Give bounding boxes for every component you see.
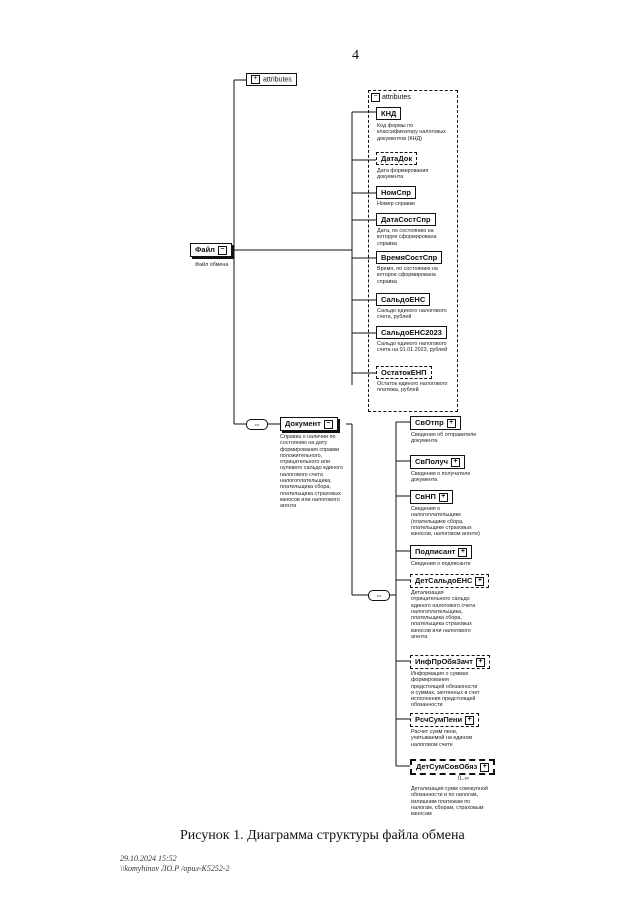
expand-icon: +	[439, 493, 448, 502]
child-svotpr[interactable]	[410, 416, 461, 430]
child-rschsumpeni-desc: Расчет сумм пени, учитываемой на едином налоговом счете	[411, 729, 473, 748]
child-infprobyazacht-label: ИнфПрОбяЗачт	[415, 657, 473, 666]
attributes-label: attributes	[263, 76, 292, 84]
attr-saldoens2023[interactable]: СальдоЕНС2023	[376, 326, 447, 339]
expand-icon: +	[465, 716, 474, 725]
sequence-compositor-icon: •••	[246, 419, 268, 430]
attr-knd[interactable]: КНД	[376, 107, 401, 120]
child-detsaldoens-label: ДетСальдоЕНС	[415, 576, 473, 585]
child-podpisant[interactable]	[410, 545, 472, 559]
child-svnp-desc: Сведения о налогоплательщике (плательщике сбора, плательщике страховых взносов, налоговом агенте)	[411, 506, 480, 538]
child-detsumsovobyaz-desc: Детализация сумм совокупной обязанности и по налогам, излишним платежам по налогам, сборам, страховым взносам	[411, 786, 488, 818]
attr-knd-desc: Код формы по классификатору налоговых документов (КНД)	[377, 123, 446, 142]
attr-datadok-desc: Дата формирования документа	[377, 168, 429, 181]
attr-saldoens[interactable]: СальдоЕНС	[376, 293, 430, 306]
document-element-desc: Справка о наличии по состоянию на дату формирования справки положительного, отрицательного или нулевого сальдо единого налогового счета налогоплательщика, плательщика сбора, плательщика страховых взносов или налогового агента	[280, 434, 343, 510]
attr-saldoens-desc: Сальдо единого налогового счета, рублей	[377, 308, 447, 321]
attributes-frame-label: attributes	[382, 94, 411, 101]
attr-ostatokenp-desc: Остаток единого налогового платежа, рублей	[377, 381, 448, 394]
expand-icon: +	[451, 458, 460, 467]
root-element-desc: Файл обмена	[195, 262, 229, 268]
root-element-fail[interactable]	[190, 243, 232, 257]
attr-saldoens2023-desc: Сальдо единого налогового счета на 01.01.2023, рублей	[377, 341, 448, 354]
child-podpisant-desc: Сведения о подписанте	[411, 561, 471, 567]
child-podpisant-label: Подписант	[415, 547, 456, 556]
attributes-frame-header[interactable]	[371, 93, 411, 102]
child-svotpr-desc: Сведения об отправителе документа	[411, 432, 477, 445]
expand-icon: −	[324, 420, 333, 429]
occurrence-label: 0..∞	[458, 776, 469, 782]
expand-icon: +	[480, 763, 489, 772]
footer-path: \\komyhinov ЛО.Р /орил-К5252-2	[120, 864, 230, 873]
root-element-label: Файл	[195, 245, 215, 254]
attr-vremyasostspr-desc: Время, по состоянию на которое сформирована справка	[377, 266, 438, 285]
footer-stamp	[120, 854, 230, 874]
root-attributes-header[interactable]	[246, 73, 297, 86]
child-detsumsovobyaz-label: ДетСумСовОбяз	[416, 762, 478, 771]
child-svpoluch-desc: Сведения о получателе документа	[411, 471, 471, 484]
child-rschsumpeni-label: РсчСумПени	[415, 715, 463, 724]
child-svpoluch[interactable]	[410, 455, 465, 469]
attr-ostatokenp[interactable]: ОстатокЕНП	[376, 366, 432, 379]
document-element[interactable]	[280, 417, 338, 431]
page-number: 4	[352, 48, 359, 63]
child-svpoluch-label: СвПолуч	[415, 457, 449, 466]
attr-datasostspr-desc: Дата, по состоянию на которую сформирована справка	[377, 228, 437, 247]
attr-vremyasostspr[interactable]: ВремяСостСпр	[376, 251, 442, 264]
child-detsaldoens-desc: Детализация отрицательного сальдо единого налогового счета налогоплательщика, плательщика сбора, плательщика страховых взносов или налогового агента	[411, 590, 476, 641]
attr-datasostspr[interactable]: ДатаСостСпр	[376, 213, 436, 226]
child-detsumsovobyaz[interactable]	[410, 759, 495, 775]
sequence-compositor-icon: •••	[368, 590, 390, 601]
collapse-icon: −	[371, 93, 380, 102]
child-svnp[interactable]	[410, 490, 453, 504]
child-svnp-label: СвНП	[415, 492, 436, 501]
attr-datadok[interactable]: ДатаДок	[376, 152, 417, 165]
footer-timestamp: 29.10.2024 15:52	[120, 854, 177, 863]
expand-icon: +	[458, 548, 467, 557]
expand-icon: +	[475, 577, 484, 586]
child-svotpr-label: СвОтпр	[415, 418, 444, 427]
figure-caption: Рисунок 1. Диаграмма структуры файла обмена	[180, 828, 465, 843]
child-infprobyazacht[interactable]	[410, 655, 490, 669]
child-infprobyazacht-desc: Информация о суммах формирования предстоящей обязанности и суммах, зачтенных в счет исполнения предстоящей обязанности	[411, 671, 480, 709]
attr-nomspr[interactable]: НомСпр	[376, 186, 416, 199]
expand-icon: −	[218, 246, 227, 255]
attr-nomspr-desc: Номер справки	[377, 201, 415, 207]
expand-icon: +	[476, 658, 485, 667]
child-detsaldoens[interactable]	[410, 574, 489, 588]
expand-icon: +	[251, 75, 260, 84]
child-rschsumpeni[interactable]	[410, 713, 479, 727]
document-element-label: Документ	[285, 419, 321, 428]
expand-icon: +	[447, 419, 456, 428]
